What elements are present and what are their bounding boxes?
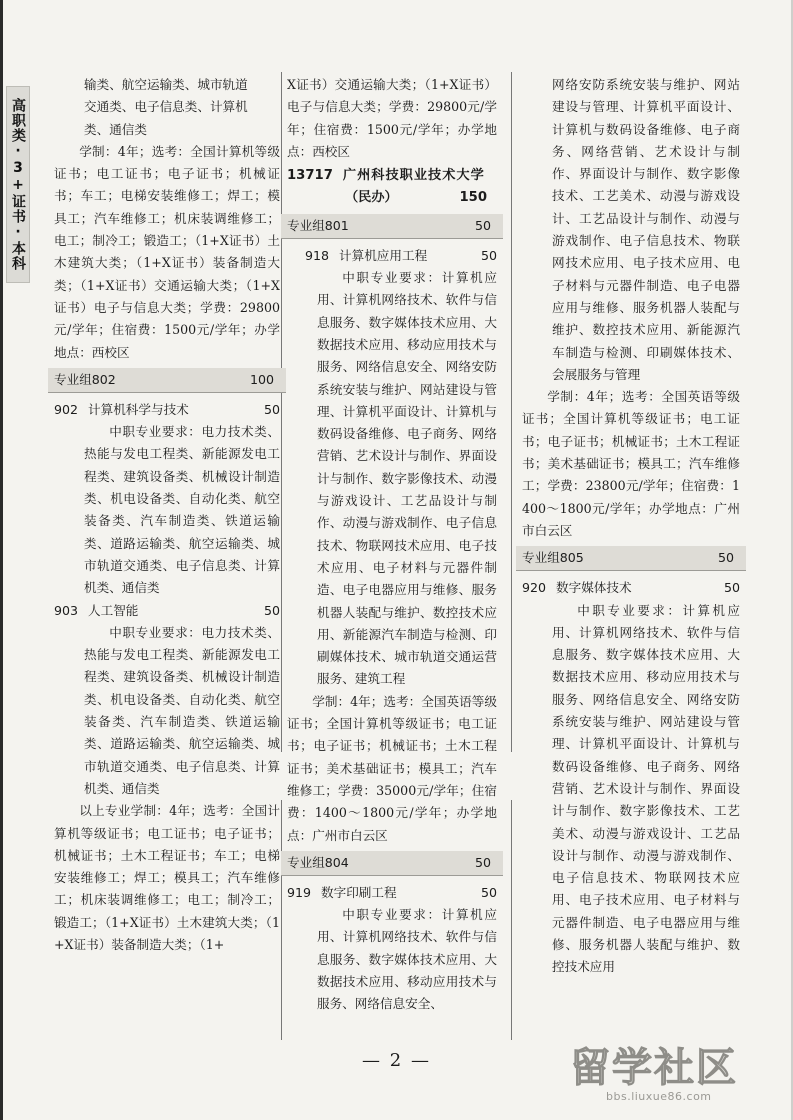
major-name: 数字印刷工程 [321, 884, 397, 900]
column-right [522, 74, 740, 979]
major-requirements [522, 600, 740, 979]
text-line: 类、通信类 [84, 121, 147, 137]
major-title-row [287, 245, 497, 267]
major-code: 920 [522, 580, 547, 596]
major-code: 902 [54, 401, 79, 417]
major-requirements [54, 622, 280, 800]
program-info-text: 学制：4年；选考：全国英语等级证书；全国计算机等级证书；电工证书；电子证书；机械证书；土木工程证书；美术基础证书；模具工；汽车维修工；学费：23800元/学年；住宿费：1400～1800元/学年；办学地点：广州市白云区 [522, 389, 740, 538]
group-quota: 50 [474, 217, 491, 233]
watermark-logo [570, 1046, 775, 1112]
major-entry [287, 245, 497, 691]
program-info-text: 以上专业学制：4年；选考：全国计算机等级证书；电工证书；电子证书；机械证书；土木工程证书；车工；电梯安装维修工；焊工；模具工；汽车维修工；机床装调维修工；电工；制冷工；锻造工；（1+X证书）土木建筑大类；（1+X证书）装备制造大类；（1+ [54, 803, 280, 952]
major-code: 918 [305, 247, 330, 263]
major-title-row [54, 399, 280, 421]
program-info [54, 800, 280, 956]
text-line: 交通类、电子信息类、计算机 [84, 99, 248, 115]
continued-requirements [54, 74, 280, 141]
major-name: 人工智能 [88, 602, 139, 618]
major-quota: 50 [480, 884, 497, 900]
group-label: 专业组805 [522, 550, 584, 566]
major-requirements [287, 904, 497, 1015]
school-header [287, 165, 497, 187]
school-code: 13717 [287, 168, 333, 184]
program-info-text: 学制：4年；选考：全国英语等级证书；全国计算机等级证书；电工证书；电子证书；机械证书；土木工程证书；美术基础证书；模具工；汽车维修工；学费：35000元/学年；住宿费：1400～1800元/学年；办学地点：广州市白云区 [287, 693, 497, 843]
major-name: 计算机应用工程 [339, 247, 428, 263]
page-edge-shadow [0, 0, 3, 1120]
program-info-text: X证书）交通运输大类；（1+X证书）电子与信息大类；学费：29800元/学年；住宿费：1500元/学年；办学地点：西校区 [287, 77, 497, 159]
major-group-header [281, 851, 503, 876]
watermark-url: bbs.liuxue86.com [606, 1090, 712, 1103]
major-quota: 50 [263, 602, 280, 618]
continued-requirements [522, 74, 740, 386]
requirements-text: 网络安防系统安装与维护、网站建设与管理、计算机平面设计、计算机与数码设备维修、电子商务、网络营销、艺术设计与制作、界面设计与制作、数字影像技术、工艺美术、动漫与游戏设计、工艺品设计与制作、动漫与游戏制作、电子信息技术、物联网技术应用、电子技术应用、电子材料与元器件制造、电子电器应用与维修、服务机器人装配与维护、数控技术应用、新能源汽车制造与检测、印刷媒体技术、会展服务与管理 [552, 77, 740, 382]
major-group-header [281, 214, 503, 239]
major-title-row [287, 882, 497, 904]
program-info [522, 386, 740, 542]
program-info [287, 691, 497, 847]
group-quota: 50 [474, 854, 491, 870]
page-number: — 2 — [362, 1050, 431, 1071]
group-label: 专业组801 [287, 217, 349, 233]
major-entry [522, 577, 740, 978]
school-header-line2 [287, 187, 497, 209]
major-group-header [48, 368, 286, 393]
column-divider-1-lower [281, 800, 282, 1040]
program-info [287, 74, 497, 163]
major-quota: 50 [480, 247, 497, 263]
requirements-text: 中职专业要求：计算机应用、计算机网络技术、软件与信息服务、数字媒体技术应用、大数据技术应用、移动应用技术与服务、网络信息安全、网络安防系统安装与维护、网站建设与管理、计算机平面设计、计算机与数码设备维修、电子商务、网络营销、艺术设计与制作、界面设计与制作、数字影像技术、动漫与游戏设计、工艺品设计与制作、动漫与游戏制作、电子信息技术、物联网技术应用、电子技术应用、电子材料与元器件制造、电子电器应用与维修、服务机器人装配与维护、数控技术应用、新能源汽车制造与检测、印刷媒体技术、城市轨道交通运营服务、建筑工程 [317, 270, 497, 687]
program-info-text: 学制：4年；选考：全国计算机等级证书；电工证书；电子证书；机械证书；车工；电梯安装维修工；焊工；模具工；汽车维修工；机床装调维修工；电工；制冷工；锻造工；（1+X证书）土木建筑大类；（1+X证书）装备制造大类；（1+X证书）交通运输大类；（1+X证书）电子与信息大类；学费：29800元/学年；住宿费：1500元/学年；办学地点：西校区 [54, 143, 280, 360]
major-entry [287, 882, 497, 1016]
group-label: 专业组804 [287, 854, 349, 870]
watermark-brand: 留学社区 [570, 1045, 738, 1091]
major-code: 903 [54, 602, 79, 618]
program-info [54, 141, 280, 364]
major-entry [54, 600, 280, 801]
text-line: 输类、航空运输类、城市轨道 [84, 77, 248, 92]
requirements-text: 中职专业要求：电力技术类、热能与发电工程类、新能源发电工程类、建筑设备类、机械设计制造类、机电设备类、自动化类、航空装备类、汽车制造类、铁道运输类、道路运输类、航空运输类、城市轨道交通类、电子信息类、计算机类、通信类 [84, 424, 280, 596]
major-title-row [522, 577, 740, 599]
major-requirements [54, 421, 280, 599]
column-middle [287, 74, 497, 1016]
major-requirements [287, 267, 497, 691]
school-type: （民办） [345, 190, 398, 206]
major-title-row [54, 600, 280, 622]
group-quota: 50 [717, 550, 734, 566]
side-category-tab: 高职类·3+证书·本科 [6, 86, 30, 283]
school-quota: 150 [459, 190, 487, 206]
major-name: 数字媒体技术 [556, 580, 632, 596]
column-divider-1 [281, 72, 282, 752]
group-label: 专业组802 [54, 371, 116, 387]
major-entry [54, 399, 280, 600]
school-name: 广州科技职业技术大学 [342, 168, 485, 184]
group-quota: 100 [249, 371, 274, 387]
requirements-text: 中职专业要求：计算机应用、计算机网络技术、软件与信息服务、数字媒体技术应用、大数据技术应用、移动应用技术与服务、网络信息安全、 [317, 907, 497, 1012]
column-left [54, 74, 280, 956]
major-quota: 50 [263, 401, 280, 417]
requirements-text: 中职专业要求：计算机应用、计算机网络技术、软件与信息服务、数字媒体技术应用、大数据技术应用、移动应用技术与服务、网络信息安全、网络安防系统安装与维护、网站建设与管理、计算机平面设计、计算机与数码设备维修、电子商务、网络营销、艺术设计与制作、界面设计与制作、数字影像技术、工艺美术、动漫与游戏设计、工艺品设计与制作、动漫与游戏制作、电子信息技术、物联网技术应用、电子技术应用、电子材料与元器件制造、电子电器应用与维修、服务机器人装配与维护、数控技术应用 [552, 602, 740, 975]
column-divider-2-lower [511, 800, 512, 1040]
major-group-header [516, 546, 746, 571]
major-quota: 50 [723, 580, 740, 596]
requirements-text: 中职专业要求：电力技术类、热能与发电工程类、新能源发电工程类、建筑设备类、机械设计制造类、机电设备类、自动化类、航空装备类、汽车制造类、铁道运输类、道路运输类、航空运输类、城市轨道交通类、电子信息类、计算机类、通信类 [84, 624, 280, 796]
column-divider-2 [511, 72, 512, 752]
major-code: 919 [287, 884, 312, 900]
major-name: 计算机科学与技术 [88, 401, 189, 417]
